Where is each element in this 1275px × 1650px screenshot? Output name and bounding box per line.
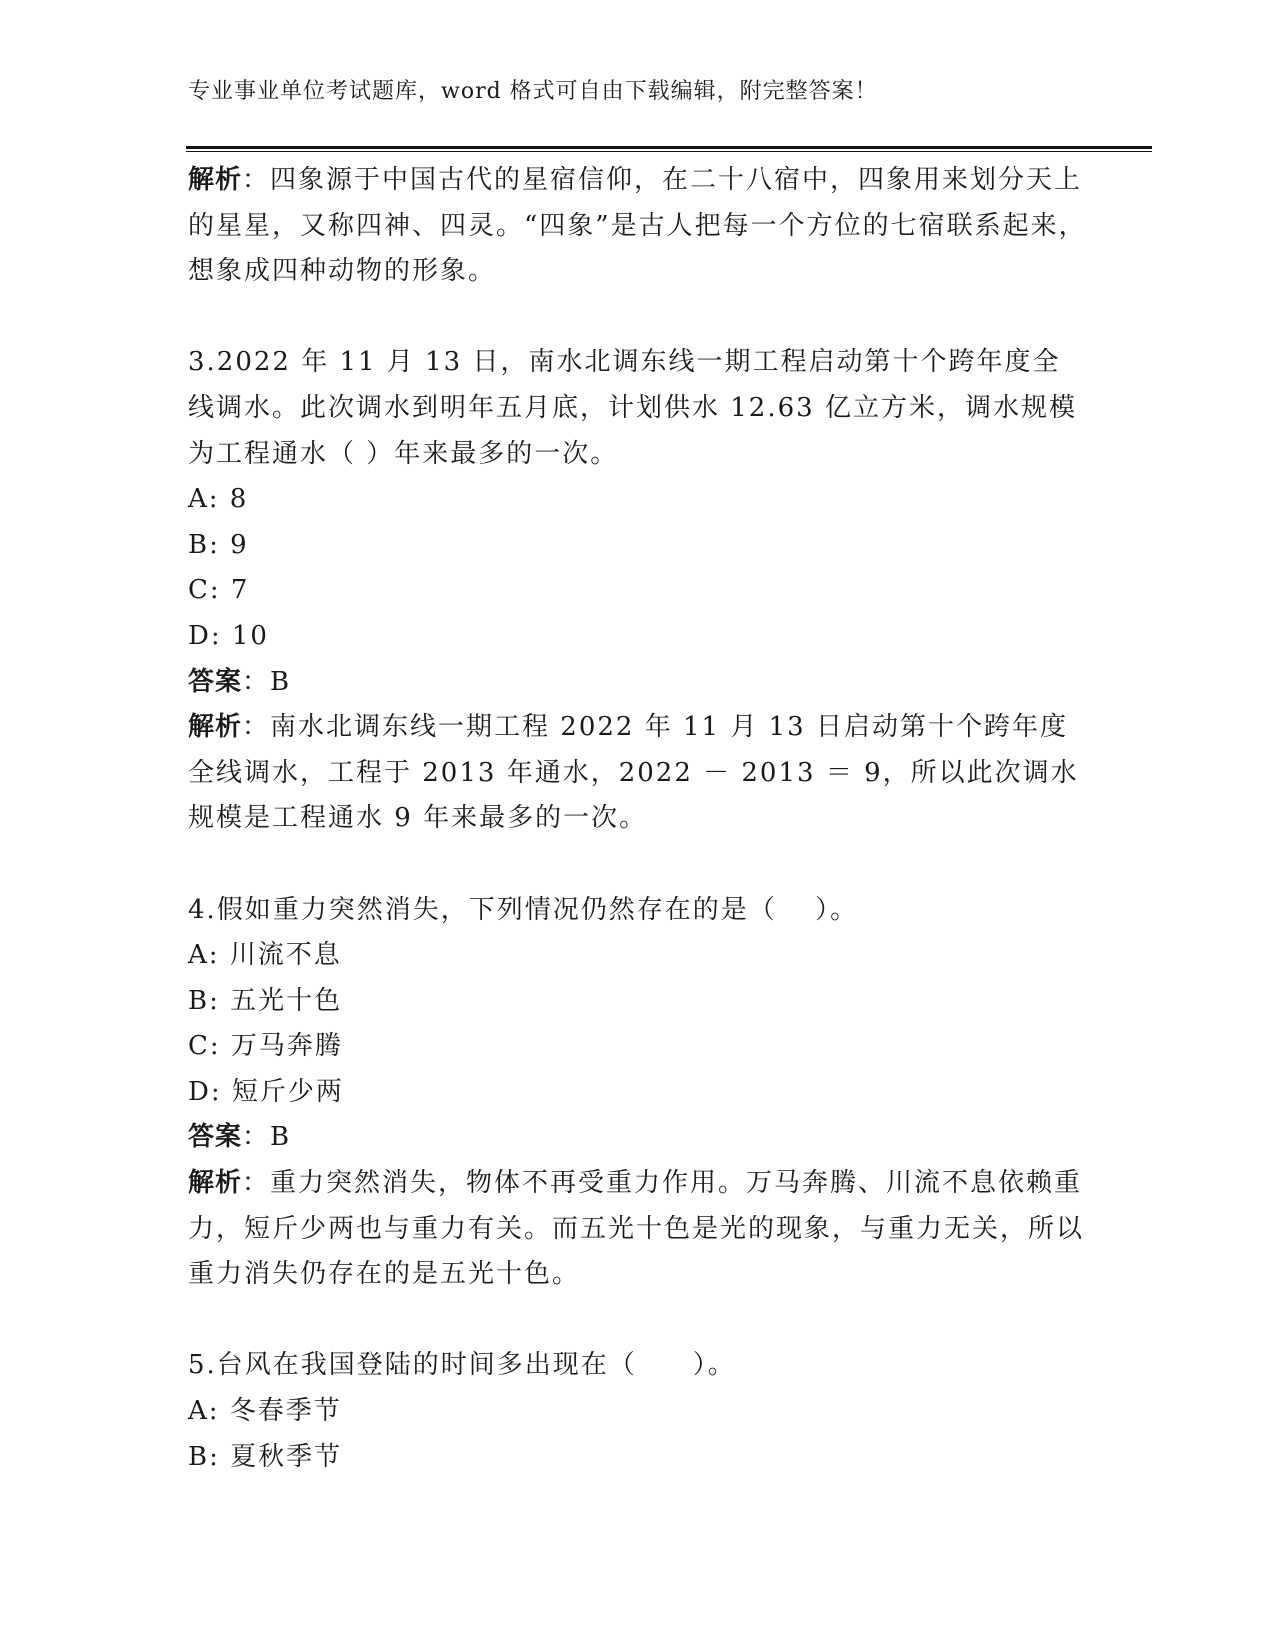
option-b: B: 夏秋季节	[188, 1441, 343, 1472]
analysis-label: 解析	[188, 165, 243, 195]
analysis-label: 解析	[188, 712, 243, 743]
analysis-text: ：南水北调东线一期工程 2022 年 11 月 13 日启动第十个跨年度全线调水，工程于 2013 年通水，2022 － 2013 ＝ 9，所以此次调水规模是工程通水 9 年来最多的一次。	[188, 712, 1079, 834]
option-c: C: 万马奔腾	[188, 1031, 343, 1062]
answer-line	[188, 660, 1088, 706]
answer-text: ：B	[242, 1122, 292, 1153]
question-stem: 3.2022 年 11 月 13 日，南水北调东线一期工程启动第十个跨年度全线调水。此次调水到明年五月底，计划供水 12.63 亿立方米，调水规模为工程通水（ ）年来最多的一次。	[188, 347, 1077, 469]
question-5	[188, 1343, 1088, 1480]
option-b: B: 五光十色	[188, 985, 343, 1016]
answer-line	[188, 1115, 1088, 1161]
question-3	[188, 340, 1088, 842]
paragraph-gap	[188, 1298, 1088, 1344]
analysis-label: 解析	[188, 1168, 243, 1199]
option-a: A: 冬春季节	[188, 1396, 342, 1427]
question-4	[188, 888, 1088, 1298]
answer-text: ：B	[242, 666, 292, 697]
analysis-paragraph	[188, 1161, 1088, 1298]
question-stem: 5.台风在我国登陆的时间多出现在（ ）。	[188, 1350, 736, 1381]
option-a: A: 8	[188, 484, 249, 515]
paragraph-gap	[188, 295, 1088, 341]
option-a: A: 川流不息	[188, 940, 342, 971]
answer-label: 答案	[188, 666, 243, 697]
answer-label: 答案	[188, 1122, 243, 1153]
paragraph-gap	[188, 842, 1088, 888]
option-b: B: 9	[188, 529, 249, 560]
option-c: C: 7	[188, 575, 250, 606]
page-header: 专业事业单位考试题库，word 格式可自由下载编辑，附完整答案！	[188, 79, 878, 104]
document-body	[188, 158, 1088, 1480]
question-stem: 4.假如重力突然消失，下列情况仍然存在的是（ ）。	[188, 894, 859, 925]
analysis-paragraph	[188, 705, 1088, 842]
option-d: D: 短斤少两	[188, 1076, 344, 1107]
option-d: D: 10	[188, 620, 269, 651]
analysis-text: ：四象源于中国古代的星宿信仰，在二十八宿中，四象用来划分天上的星星，又称四神、四灵。“四象”是古人把每一个方位的七宿联系起来，想象成四种动物的形象。	[188, 165, 1087, 287]
header-rule	[186, 146, 1152, 152]
analysis-paragraph	[188, 158, 1088, 295]
analysis-text: ：重力突然消失，物体不再受重力作用。万马奔腾、川流不息依赖重力，短斤少两也与重力有关。而五光十色是光的现象，与重力无关，所以重力消失仍存在的是五光十色。	[188, 1168, 1085, 1290]
